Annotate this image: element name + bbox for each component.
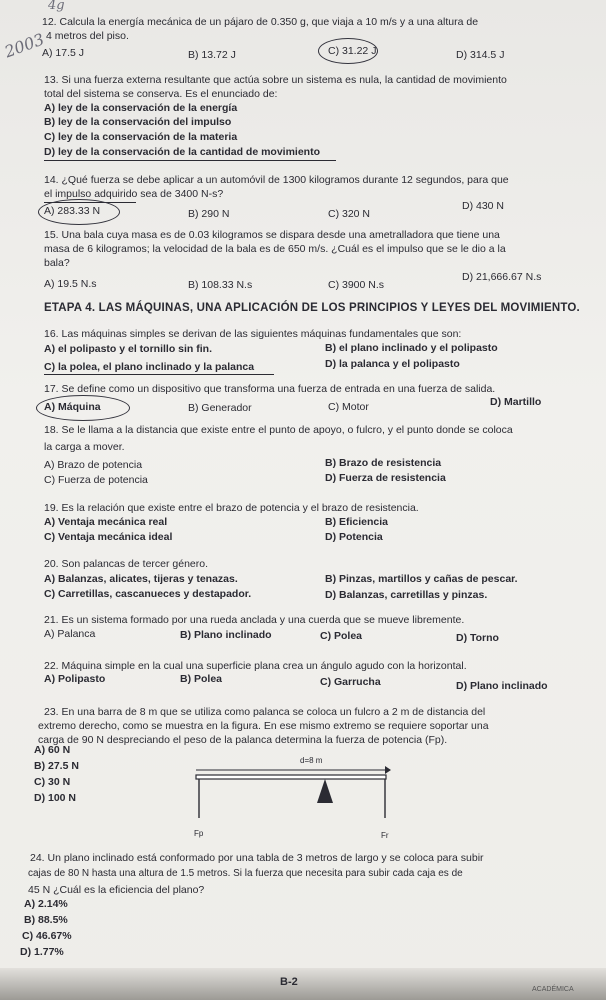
q14-option-d: D) 430 N	[462, 200, 505, 212]
answer-underline-q16	[44, 374, 274, 375]
lever-bar	[196, 775, 386, 779]
q13-stem-line1: 13. Si una fuerza externa resultante que actúa sobre un sistema es nula, la cantidad de movimiento	[44, 74, 507, 86]
q20-option-c: C) Carretillas, cascanueces y destapador.	[44, 588, 252, 600]
q16-option-d: D) la palanca y el polipasto	[325, 358, 460, 370]
q13-option-b: B) ley de la conservación del impulso	[44, 116, 232, 128]
q24-option-d: D) 1.77%	[20, 946, 64, 958]
q21-stem: 21. Es un sistema formado por una rueda anclada y una cuerda que se mueve libremente.	[44, 614, 465, 626]
q16-option-a: A) el polipasto y el tornillo sin fin.	[44, 343, 213, 355]
q15-stem-line2: masa de 6 kilogramos; la velocidad de la bala es de 650 m/s. ¿Cuál es el impulso que se le dio a la	[44, 243, 506, 255]
q12-option-c: C) 31.22 J	[328, 45, 377, 57]
q20-option-d: D) Balanzas, carretillas y pinzas.	[325, 589, 488, 601]
section-heading-etapa-4: ETAPA 4. LAS MÁQUINAS, UNA APLICACIÓN DE LOS PRINCIPIOS Y LEYES DEL MOVIMIENTO.	[44, 302, 580, 314]
q19-option-d: D) Potencia	[325, 531, 383, 543]
q14-option-c: C) 320 N	[328, 208, 371, 220]
q16-option-b: B) el plano inclinado y el polipasto	[325, 342, 498, 354]
q15-option-d: D) 21,666.67 N.s	[462, 271, 542, 283]
q14-option-a: A) 283.33 N	[44, 205, 101, 217]
q23-option-d: D) 100 N	[34, 792, 77, 804]
handwritten-note-top: 4g	[48, 0, 65, 13]
answer-underline-q13	[44, 160, 336, 161]
q18-option-a: A) Brazo de potencia	[44, 459, 143, 471]
q24-option-b: B) 88.5%	[24, 914, 68, 926]
q15-option-c: C) 3900 N.s	[328, 279, 385, 291]
q15-stem-line1: 15. Una bala cuya masa es de 0.03 kilogramos se dispara desde una ametralladora que tiene una	[44, 229, 500, 241]
q15-stem-line3: bala?	[44, 257, 70, 269]
q17-stem: 17. Se define como un dispositivo que transforma una fuerza de entrada en una fuerza de salida.	[44, 383, 496, 395]
q16-stem: 16. Las máquinas simples se derivan de las siguientes máquinas fundamentales que son:	[44, 328, 462, 340]
q15-option-a: A) 19.5 N.s	[44, 278, 97, 290]
q22-option-c: C) Garrucha	[320, 676, 381, 688]
q15-option-b: B) 108.33 N.s	[188, 279, 253, 291]
q17-option-b: B) Generador	[188, 402, 252, 414]
q24-option-a: A) 2.14%	[24, 898, 68, 910]
q16-option-c: C) la polea, el plano inclinado y la palanca	[44, 361, 255, 373]
q22-option-b: B) Polea	[180, 673, 223, 685]
q21-option-b: B) Plano inclinado	[180, 629, 272, 641]
answer-circle-q14	[38, 199, 120, 225]
lever-figure	[180, 748, 410, 848]
q19-option-c: C) Ventaja mecánica ideal	[44, 531, 173, 543]
distance-label: d=8 m	[300, 756, 323, 765]
q12-option-a: A) 17.5 J	[42, 47, 85, 59]
page-bottom-shadow	[0, 968, 606, 1000]
q21-option-a: A) Palanca	[44, 628, 96, 640]
q20-stem: 20. Son palancas de tercer género.	[44, 558, 209, 570]
q12-stem-line2: 4 metros del piso.	[46, 30, 129, 42]
distance-arrow-head	[385, 766, 391, 774]
answer-circle-q12	[318, 38, 378, 64]
answer-circle-q17	[36, 395, 130, 421]
footer-mark: ACADÉMICA	[532, 986, 574, 993]
q12-option-d: D) 314.5 J	[456, 49, 505, 61]
q23-stem-line1: 23. En una barra de 8 m que se utiliza como palanca se coloca un fulcro a 2 m de distancia del	[44, 706, 486, 718]
q12-stem-line1: 12. Calcula la energía mecánica de un pájaro de 0.350 g, que viaja a 10 m/s y a una altura de	[42, 16, 479, 28]
fr-label: Fr	[381, 831, 389, 840]
q14-stem-line2: el impulso adquirido sea de 3400 N-s?	[44, 188, 224, 200]
q13-option-a: A) ley de la conservación de la energía	[44, 102, 238, 114]
q22-option-d: D) Plano inclinado	[456, 680, 548, 692]
q22-stem: 22. Máquina simple en la cual una superficie plana crea un ángulo agudo con la horizontal.	[44, 660, 467, 672]
page-number: B-2	[280, 976, 298, 988]
q21-option-d: D) Torno	[456, 632, 499, 644]
q12-option-b: B) 13.72 J	[188, 49, 236, 61]
q24-option-c: C) 46.67%	[22, 930, 72, 942]
q23-option-b: B) 27.5 N	[34, 760, 79, 772]
q18-stem-line2: la carga a mover.	[44, 441, 125, 453]
q13-stem-line2: total del sistema se conserva. Es el enunciado de:	[44, 88, 278, 100]
q20-option-a: A) Balanzas, alicates, tijeras y tenazas.	[44, 573, 238, 585]
q24-stem-line2: cajas de 80 N hasta una altura de 1.5 metros. Si la fuerza que necesita para subir cada caja es de	[28, 868, 463, 879]
q14-stem-line1: 14. ¿Qué fuerza se debe aplicar a un automóvil de 1300 kilogramos durante 12 segundos, para que	[44, 174, 509, 186]
q23-stem-line2: extremo derecho, como se muestra en la figura. En ese mismo extremo se requiere soportar una	[38, 720, 489, 732]
q13-option-d: D) ley de la conservación de la cantidad de movimiento	[44, 146, 320, 158]
q23-stem-line3: carga de 90 N despreciando el peso de la palanca determina la fuerza de potencia (Fp).	[38, 734, 448, 746]
q20-option-b: B) Pinzas, martillos y cañas de pescar.	[325, 573, 518, 585]
q19-stem: 19. Es la relación que existe entre el brazo de potencia y el brazo de resistencia.	[44, 502, 419, 514]
q18-option-d: D) Fuerza de resistencia	[325, 472, 446, 484]
q14-option-b: B) 290 N	[188, 208, 230, 220]
q23-option-c: C) 30 N	[34, 776, 71, 788]
q17-option-a: A) Máquina	[44, 401, 101, 413]
q18-option-c: C) Fuerza de potencia	[44, 474, 148, 486]
handwritten-note-left: 2003	[1, 29, 47, 62]
q13-option-c: C) ley de la conservación de la materia	[44, 131, 238, 143]
fp-label: Fp	[194, 829, 204, 838]
q19-option-b: B) Eficiencia	[325, 516, 389, 528]
q18-option-b: B) Brazo de resistencia	[325, 457, 442, 469]
q19-option-a: A) Ventaja mecánica real	[44, 516, 168, 528]
q17-option-c: C) Motor	[328, 401, 369, 413]
q21-option-c: C) Polea	[320, 630, 363, 642]
q17-option-d: D) Martillo	[490, 396, 542, 408]
q24-stem-line3: 45 N ¿Cuál es la eficiencia del plano?	[28, 884, 205, 896]
fulcrum-triangle	[317, 779, 333, 803]
q23-option-a: A) 60 N	[34, 744, 71, 756]
q22-option-a: A) Polipasto	[44, 673, 106, 685]
q24-stem-line1: 24. Un plano inclinado está conformado por una tabla de 3 metros de largo y se coloca para subir	[30, 852, 484, 864]
q18-stem-line1: 18. Se le llama a la distancia que existe entre el punto de apoyo, o fulcro, y el punto donde se coloca	[44, 424, 513, 436]
